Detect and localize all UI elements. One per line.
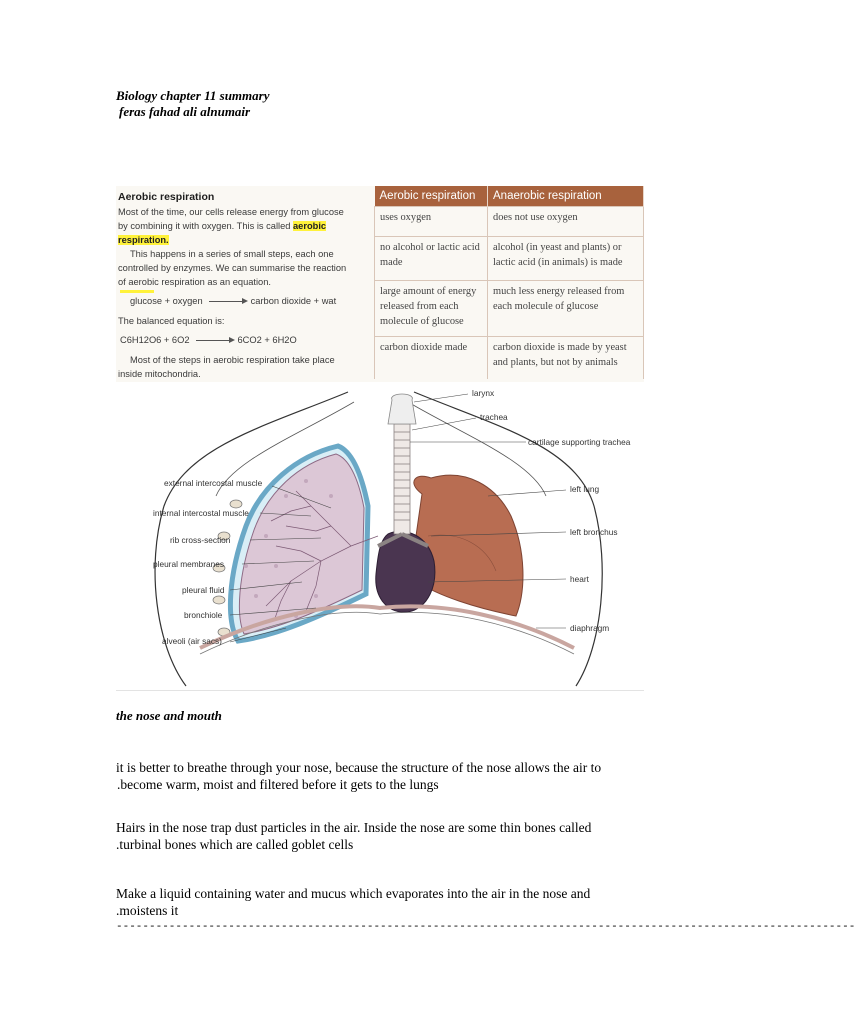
paragraph-line: .moistens it	[116, 903, 179, 918]
excerpt-line: of aerobic respiration as an equation.	[118, 277, 271, 287]
excerpt-line: controlled by enzymes. We can summarise the reaction	[118, 263, 347, 273]
label-left-lung: left lung	[570, 484, 600, 494]
paragraph-line: Hairs in the nose trap dust particles in the air. Inside the nose are some thin bones called	[116, 820, 592, 835]
paragraph-line: Make a liquid containing water and mucus which evaporates into the air in the nose and	[116, 886, 591, 901]
label-left-bronchus: left bronchus	[570, 527, 618, 537]
table-cell: does not use oxygen	[488, 207, 644, 237]
arrow-icon	[196, 340, 232, 341]
label-diaphragm: diaphragm	[570, 623, 610, 633]
table-header-row	[375, 186, 644, 207]
excerpt-line: Most of the time, our cells release energy from glucose	[118, 207, 344, 217]
table-header-aerobic: Aerobic respiration	[375, 186, 488, 207]
excerpt-line: This happens in a series of small steps, each one	[130, 249, 334, 259]
highlight-mark	[120, 290, 154, 293]
paragraph-nose-breathing	[116, 759, 656, 793]
table-cell: carbon dioxide made	[375, 337, 488, 379]
table-row	[375, 337, 644, 379]
table-row	[375, 237, 644, 281]
highlight-aerobic: aerobic	[293, 221, 327, 231]
table-cell: no alcohol or lactic acid made	[375, 237, 488, 281]
label-pleural-membranes: pleural membranes	[153, 559, 225, 569]
table-row	[375, 281, 644, 337]
lung-diagram	[116, 386, 644, 691]
table-cell: large amount of energy released from each molecule of glucose	[375, 281, 488, 337]
aerobic-respiration-excerpt	[116, 186, 644, 382]
label-cartilage: cartilage supporting trachea	[528, 437, 631, 447]
table-cell: much less energy released from each molecule of glucose	[488, 281, 644, 337]
balanced-equation: C6H12O6 + 6O2 6CO2 + 6H2O	[120, 335, 297, 345]
label-alveoli: alveoli (air sacs)	[162, 636, 222, 646]
label-pleural-fluid: pleural fluid	[182, 585, 225, 595]
label-trachea: trachea	[480, 412, 508, 422]
section-heading: the nose and mouth	[116, 708, 222, 723]
trachea	[394, 424, 410, 534]
table-cell: alcohol (in yeast and plants) or lactic acid (in animals) is made	[488, 237, 644, 281]
excerpt-text	[116, 186, 374, 382]
label-external-intercostal: external intercostal muscle	[164, 478, 263, 488]
balanced-label: The balanced equation is:	[118, 316, 225, 326]
excerpt-line	[118, 234, 169, 247]
label-internal-intercostal: internal intercostal muscle	[153, 508, 249, 518]
larynx	[388, 394, 416, 424]
word-equation: glucose + oxygen carbon dioxide + wat	[130, 296, 337, 306]
table-cell: carbon dioxide is made by yeast and plants, but not by animals	[488, 337, 644, 379]
paragraph-mucus	[116, 885, 656, 919]
paragraph-line: .turbinal bones which are called goblet cells	[116, 837, 354, 852]
label-rib-cross-section: rib cross-section	[170, 535, 231, 545]
paragraph-line: .become warm, moist and filtered before it gets to the lungs	[117, 777, 439, 792]
excerpt-line: Most of the steps in aerobic respiration take place	[130, 355, 335, 365]
highlight-respiration: respiration.	[118, 235, 169, 245]
table-cell: uses oxygen	[375, 207, 488, 237]
paragraph-nose-hairs	[116, 819, 656, 853]
label-larynx: larynx	[472, 388, 495, 398]
dashed-separator: ----------------------------------------------------------------------------------------------------------------	[116, 921, 855, 933]
excerpt-line: by combining it with oxygen. This is called aerobic	[118, 221, 327, 231]
label-bronchiole: bronchiole	[184, 610, 223, 620]
respiration-comparison-table	[374, 186, 644, 379]
excerpt-line: inside mitochondria.	[118, 369, 201, 379]
arrow-icon	[209, 301, 245, 302]
table-row	[375, 207, 644, 237]
table-header-anaerobic: Anaerobic respiration	[488, 186, 644, 207]
paragraph-line: it is better to breathe through your nose, because the structure of the nose allows the air to	[116, 760, 602, 775]
document-author: feras fahad ali alnumair	[119, 104, 251, 119]
label-heart: heart	[570, 574, 589, 584]
document-title: Biology chapter 11 summary	[116, 88, 270, 103]
excerpt-heading: Aerobic respiration	[118, 191, 215, 203]
